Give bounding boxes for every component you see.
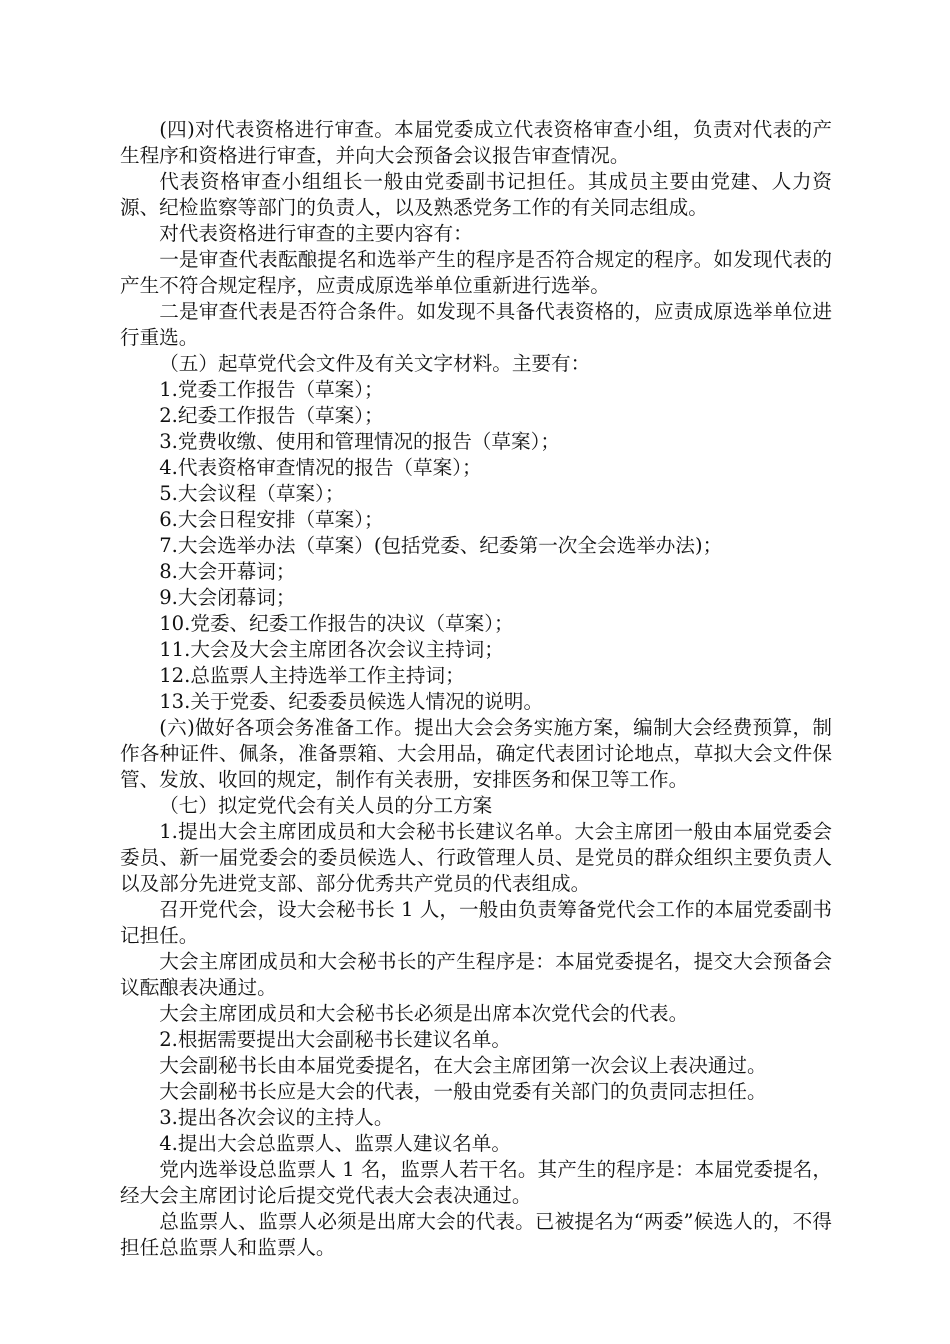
paragraph-meeting-preparation: (六)做好各项会务准备工作。提出大会会务实施方案，编制大会经费预算，制作各种证件、佩条，准备票箱、大会用品，确定代表团讨论地点，草拟大会文件保管、发放、收回的规定，制作有关表册，安排医务和保卫等工作。 <box>120 716 832 791</box>
paragraph-review-content-intro: 对代表资格进行审查的主要内容有： <box>159 222 473 245</box>
paragraph-deputy-secretary-nomination: 大会副秘书长由本届党委提名，在大会主席团第一次会议上表决通过。 <box>159 1054 767 1077</box>
list-item: 2.纪委工作报告（草案）； <box>159 404 384 427</box>
list-item: 9.大会闭幕词； <box>159 586 296 609</box>
list-item: 12.总监票人主持选举工作主持词； <box>159 664 465 687</box>
list-item: 7.大会选举办法（草案）(包括党委、纪委第一次全会选举办法)； <box>159 534 723 557</box>
list-item: 4.代表资格审查情况的报告（草案）； <box>159 456 482 479</box>
list-item: 6.大会日程安排（草案）； <box>159 508 384 531</box>
list-item: 5.大会议程（草案）； <box>159 482 345 505</box>
paragraph-scrutineer-requirement: 总监票人、监票人必须是出席大会的代表。已被提名为“两委”候选人的，不得担任总监票人和监票人。 <box>120 1210 832 1259</box>
paragraph-secretary-general: 召开党代会，设大会秘书长 1 人，一般由负责筹备党代会工作的本届党委副书记担任。 <box>120 898 832 947</box>
paragraph-review-procedure: 一是审查代表酝酿提名和选举产生的程序是否符合规定的程序。如发现代表的产生不符合规定程序，应责成原选举单位重新进行选举。 <box>120 248 832 297</box>
paragraph-division-of-labor: （七）拟定党代会有关人员的分工方案 <box>159 794 493 817</box>
paragraph-scrutineer-procedure: 党内选举设总监票人 1 名，监票人若干名。其产生的程序是：本届党委提名，经大会主席团讨论后提交党代表大会表决通过。 <box>120 1158 832 1207</box>
paragraph-deputy-secretary-requirement: 大会副秘书长应是大会的代表，一般由党委有关部门的负责同志担任。 <box>159 1080 767 1103</box>
paragraph-scrutineer-list: 4.提出大会总监票人、监票人建议名单。 <box>159 1132 511 1155</box>
paragraph-qualification-review: (四)对代表资格进行审查。本届党委成立代表资格审查小组，负责对代表的产生程序和资格进行审查，并向大会预备会议报告审查情况。 <box>120 118 832 167</box>
list-item: 11.大会及大会主席团各次会议主持词； <box>159 638 504 661</box>
list-item: 1.党委工作报告（草案）； <box>159 378 384 401</box>
paragraph-review-group-leader: 代表资格审查小组组长一般由党委副书记担任。其成员主要由党建、人力资源、纪检监察等部门的负责人，以及熟悉党务工作的有关同志组成。 <box>120 170 832 219</box>
paragraph-deputy-secretary-list: 2.根据需要提出大会副秘书长建议名单。 <box>159 1028 511 1051</box>
paragraph-presidium-list: 1.提出大会主席团成员和大会秘书长建议名单。大会主席团一般由本届党委会委员、新一届党委会的委员候选人、行政管理人员、是党员的群众组织主要负责人以及部分先进党支部、部分优秀共产党员的代表组成。 <box>120 820 832 895</box>
paragraph-review-conditions: 二是审查代表是否符合条件。如发现不具备代表资格的，应责成原选举单位进行重选。 <box>120 300 832 349</box>
list-item: 10.党委、纪委工作报告的决议（草案）； <box>159 612 514 635</box>
list-item: 8.大会开幕词； <box>159 560 296 583</box>
paragraph-meeting-hosts: 3.提出各次会议的主持人。 <box>159 1106 394 1129</box>
list-item: 13.关于党委、纪委委员候选人情况的说明。 <box>159 690 544 713</box>
paragraph-presidium-procedure: 大会主席团成员和大会秘书长的产生程序是：本届党委提名，提交大会预备会议酝酿表决通过。 <box>120 950 832 999</box>
document-page <box>120 117 832 1261</box>
paragraph-draft-documents: （五）起草党代会文件及有关文字材料。主要有： <box>159 352 591 375</box>
list-item: 3.党费收缴、使用和管理情况的报告（草案）； <box>159 430 560 453</box>
paragraph-presidium-requirement: 大会主席团成员和大会秘书长必须是出席本次党代会的代表。 <box>159 1002 689 1025</box>
